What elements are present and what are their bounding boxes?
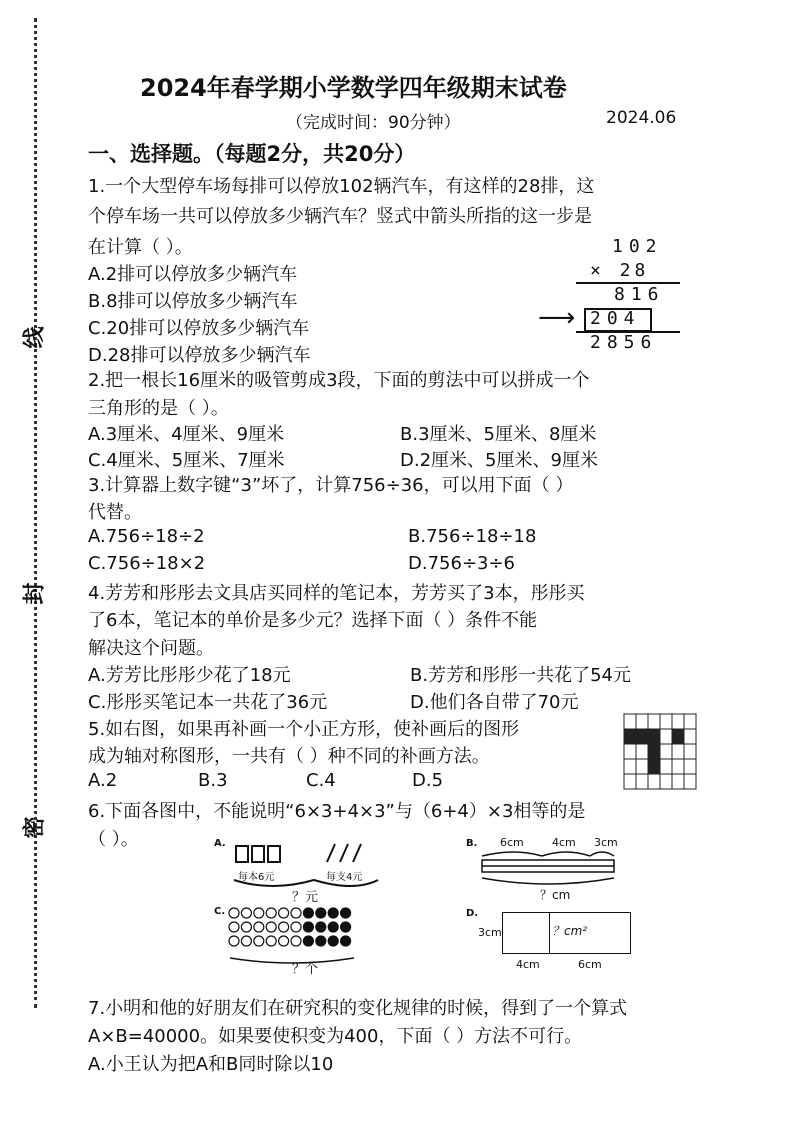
q1-option-b: B.8排可以停放多少辆汽车 <box>88 291 298 312</box>
open-circle <box>279 908 289 918</box>
q1-line: 个停车场一共可以停放多少辆汽车？竖式中箭头所指的这一步是 <box>88 206 592 227</box>
fig-d-width-1: 4cm <box>516 958 540 971</box>
q4-line: 解决这个问题。 <box>88 638 214 659</box>
fig-d-height: 3cm <box>478 926 502 939</box>
q5-grid-figure <box>622 712 698 792</box>
filled-circle <box>316 922 326 932</box>
filled-circle <box>303 936 313 946</box>
q5-line: 成为轴对称图形，一共有（ ）种不同的补画方法。 <box>88 746 490 767</box>
q1-option-a: A.2排可以停放多少辆汽车 <box>88 264 298 285</box>
filled-circle <box>316 908 326 918</box>
q5-option-b: B.3 <box>198 770 228 791</box>
binding-label-top: 线 <box>22 326 48 349</box>
calc-result: 2856 <box>590 332 658 353</box>
calc-multiplicand: 102 <box>612 236 663 257</box>
q1-line: 在计算（ ）。 <box>88 237 193 258</box>
binding-label-bottom: 密 <box>22 816 48 839</box>
q5-option-a: A.2 <box>88 770 118 791</box>
q1-line: 1.一个大型停车场每排可以停放102辆汽车，有这样的28排，这 <box>88 176 595 197</box>
fig-d-width-2: 6cm <box>578 958 602 971</box>
filled-circle <box>303 908 313 918</box>
filled-circle <box>341 908 351 918</box>
open-circle <box>229 936 239 946</box>
q3-option-d: D.756÷3÷6 <box>408 553 516 574</box>
open-circle <box>279 922 289 932</box>
open-circle <box>254 936 264 946</box>
fig-b-strip <box>478 848 620 890</box>
q3-option-a: A.756÷18÷2 <box>88 526 205 547</box>
filled-circle <box>341 936 351 946</box>
calc-partial-2: 204 <box>590 308 641 329</box>
fig-c-total: ？个 <box>292 962 319 977</box>
q5-line: 5.如右图，如果再补画一个小正方形，使补画后的图形 <box>88 719 520 740</box>
open-circle <box>266 936 276 946</box>
binding-line <box>34 18 37 1008</box>
q4-option-c: C.彤彤买笔记本一共花了36元 <box>88 692 328 713</box>
q4-line: 4.芳芳和彤彤去文具店买同样的笔记本，芳芳买了3本，彤彤买 <box>88 583 585 604</box>
open-circle <box>229 908 239 918</box>
arrow-icon: ⟶ <box>538 303 576 333</box>
filled-circle <box>341 922 351 932</box>
open-circle <box>241 922 251 932</box>
filled-circle <box>328 922 338 932</box>
fig-b-total: ？cm <box>540 888 571 902</box>
q5-option-c: C.4 <box>306 770 336 791</box>
q7-line: 7.小明和他的好朋友们在研究积的变化规律的时候，得到了一个算式 <box>88 998 628 1019</box>
section-heading: 一、选择题。（每题2分，共20分） <box>88 142 416 166</box>
q5-option-d: D.5 <box>412 770 444 791</box>
open-circle <box>241 908 251 918</box>
open-circle <box>241 936 251 946</box>
q4-line: 了6本，笔记本的单价是多少元？选择下面（ ）条件不能 <box>88 610 538 631</box>
fig-a-notebook-price: 每本6元 <box>238 872 275 883</box>
filled-circle <box>328 908 338 918</box>
fig-b-label: B. <box>466 838 478 849</box>
open-circle <box>229 922 239 932</box>
q4-option-b: B.芳芳和彤彤一共花了54元 <box>410 665 631 686</box>
q2-option-a: A.3厘米、4厘米、9厘米 <box>88 424 285 445</box>
page-title: 2024年春学期小学数学四年级期末试卷 <box>140 74 567 102</box>
open-circle <box>266 908 276 918</box>
q2-line: 2.把一根长16厘米的吸管剪成3段，下面的剪法中可以拼成一个 <box>88 370 590 391</box>
fig-d-area: ？cm² <box>552 924 588 938</box>
open-circle <box>291 922 301 932</box>
filled-circle <box>328 936 338 946</box>
q4-option-a: A.芳芳比彤彤少花了18元 <box>88 665 291 686</box>
open-circle <box>254 922 264 932</box>
q3-option-c: C.756÷18×2 <box>88 553 206 574</box>
open-circle <box>266 922 276 932</box>
q7-option-a: A.小王认为把A和B同时除以10 <box>88 1054 334 1075</box>
q3-option-b: B.756÷18÷18 <box>408 526 537 547</box>
q3-line: 3.计算器上数字键“3”坏了，计算756÷36，可以用下面（ ） <box>88 475 574 496</box>
q1-option-d: D.28排可以停放多少辆汽车 <box>88 345 311 366</box>
open-circle <box>254 908 264 918</box>
filled-circle <box>316 936 326 946</box>
calc-multiplier: × 28 <box>590 260 650 281</box>
q7-line: A×B=40000。如果要使积变为400，下面（ ）方法不可行。 <box>88 1026 583 1047</box>
filled-circle <box>303 922 313 932</box>
open-circle <box>279 936 289 946</box>
q2-option-b: B.3厘米、5厘米、8厘米 <box>400 424 597 445</box>
fig-b-seg3: 3cm <box>594 836 618 849</box>
calc-partial-1: 816 <box>614 284 665 305</box>
fig-a-pen-price: 每支4元 <box>326 872 363 883</box>
fig-a-label: A. <box>214 838 226 849</box>
q6-line: （ ）。 <box>88 829 139 850</box>
fig-b-seg2: 4cm <box>552 836 576 849</box>
q3-line: 代替。 <box>88 502 142 523</box>
q2-line: 三角形的是（ ）。 <box>88 398 229 419</box>
fig-d-label: D. <box>466 908 479 919</box>
fig-a-total: ？元 <box>292 890 319 905</box>
q2-option-c: C.4厘米、5厘米、7厘米 <box>88 450 285 471</box>
q2-option-d: D.2厘米、5厘米、9厘米 <box>400 450 598 471</box>
open-circle <box>291 908 301 918</box>
q6-line: 6.下面各图中，不能说明“6×3+4×3”与（6+4）×3相等的是 <box>88 801 586 822</box>
fig-d-rect-left <box>502 912 550 954</box>
fig-b-seg1: 6cm <box>500 836 524 849</box>
open-circle <box>291 936 301 946</box>
fig-c-label: C. <box>214 906 226 917</box>
q4-option-d: D.他们各自带了70元 <box>410 692 579 713</box>
exam-time: （完成时间：90分钟） <box>286 113 461 133</box>
binding-label-middle: 封 <box>22 582 48 605</box>
q1-option-c: C.20排可以停放多少辆汽车 <box>88 318 310 339</box>
exam-date: 2024.06 <box>606 108 677 128</box>
